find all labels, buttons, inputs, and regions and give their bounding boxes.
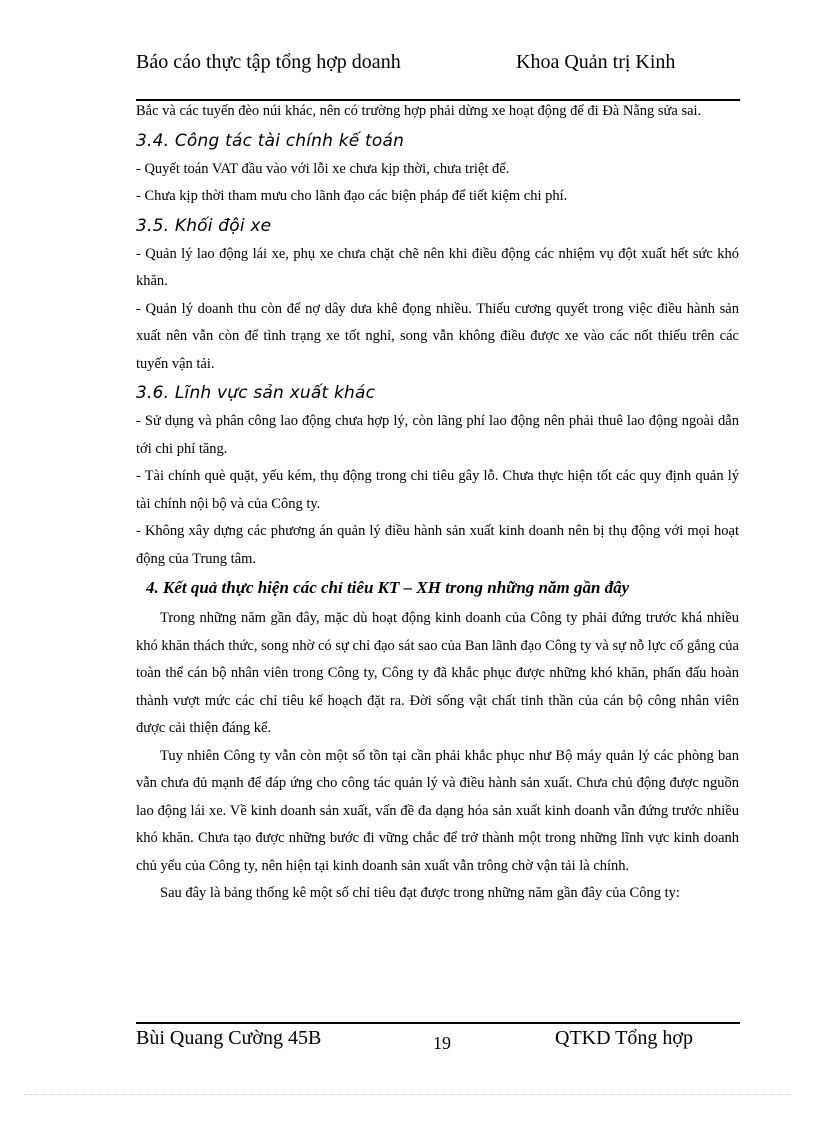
section-3-4-heading: 3.4. Công tác tài chính kế toán	[136, 130, 405, 151]
section-3-5-item-1: - Quản lý lao động lái xe, phụ xe chưa chặt chẽ nên khi điều động các nhiệm vụ đột xuất hết sức khó khăn.	[136, 245, 739, 289]
section-3-4-item-2: - Chưa kịp thời tham mưu cho lãnh đạo các biện pháp để tiết kiệm chi phí.	[136, 188, 568, 204]
section-3-6-item-1: - Sử dụng và phân công lao động chưa hợp lý, còn lãng phí lao động nên phải thuê lao động ngoài dẫn tới chi phí tăng.	[136, 413, 739, 457]
section-3-6-item-3: - Không xây dựng các phương án quản lý điều hành sản xuất kinh doanh nên bị thụ động với mọi hoạt động của Trung tâm.	[136, 523, 739, 567]
footer-department: QTKD Tổng hợp	[555, 1027, 693, 1049]
page-number: 19	[433, 1033, 451, 1053]
document-body	[136, 98, 739, 908]
section-4-paragraph-2: Tuy nhiên Công ty vẫn còn một số tồn tại cần phải khắc phục như Bộ máy quản lý các phòng ban vẫn chưa đủ mạnh để đáp ứng cho công tác quản lý và điều hành sản xuất. Chưa chủ động được nguồn lao động lái xe. Về kinh doanh sản xuất, vấn đề đa dạng hóa sản xuất kinh doanh vẫn đứng trước nhiều khó khăn. Chưa tạo được những bước đi vững chắc để trở thành một trong những lĩnh vực kinh doanh chủ yếu của Công ty, nên hiện tại kinh doanh sản xuất vẫn trông chờ vận tải là chính.	[136, 747, 739, 874]
section-3-4-item-1: - Quyết toán VAT đầu vào với lỗi xe chưa kịp thời, chưa triệt để.	[136, 160, 510, 177]
intro-paragraph: Bắc và các tuyến đèo núi khác, nên có trường hợp phải dừng xe hoạt động để đi Đà Nẵng sửa sai.	[136, 103, 702, 119]
section-4-paragraph-3: Sau đây là bảng thống kê một số chỉ tiêu đạt được trong những năm gần đây của Công ty:	[160, 885, 680, 901]
page-bottom-edge	[24, 1094, 792, 1095]
section-3-6-item-2: - Tài chính què quặt, yếu kém, thụ động trong chi tiêu gây lỗ. Chưa thực hiện tốt các quy định quản lý tài chính nội bộ và của Công ty.	[136, 468, 739, 512]
section-4-heading: 4. Kết quả thực hiện các chỉ tiêu KT – XH trong những năm gần đây	[146, 578, 630, 597]
section-4-paragraph-1: Trong những năm gần đây, mặc dù hoạt động kinh doanh của Công ty phải đứng trước khá nhiều khó khăn thách thức, song nhờ có sự chỉ đạo sát sao của Ban lãnh đạo Công ty và sự nỗ lực cố gắng của toàn thể cán bộ nhân viên trong Công ty, Công ty đã khắc phục được những khó khăn, phấn đấu hoàn thành vượt mức các chỉ tiêu kế hoạch đặt ra. Đời sống vật chất tinh thần của cán bộ công nhân viên được cải thiện đáng kể.	[136, 610, 739, 736]
section-3-5-heading: 3.5. Khối đội xe	[136, 215, 272, 236]
header-faculty: Khoa Quản trị Kinh	[516, 51, 676, 73]
section-3-6-heading: 3.6. Lĩnh vực sản xuất khác	[136, 383, 376, 403]
page-header	[136, 50, 740, 98]
section-3-5-item-2: - Quản lý doanh thu còn để nợ dây dưa khê đọng nhiều. Thiếu cương quyết trong việc điều hành sản xuất nên vẫn còn để tình trạng xe tốt nghỉ, song vẫn không điều được xe vào các nốt thiếu trên các tuyến vận tải.	[136, 300, 739, 372]
header-report-title: Báo cáo thực tập tổng hợp doanh	[136, 51, 401, 73]
footer-author: Bùi Quang Cường 45B	[136, 1027, 322, 1049]
footer-divider	[136, 1022, 740, 1024]
